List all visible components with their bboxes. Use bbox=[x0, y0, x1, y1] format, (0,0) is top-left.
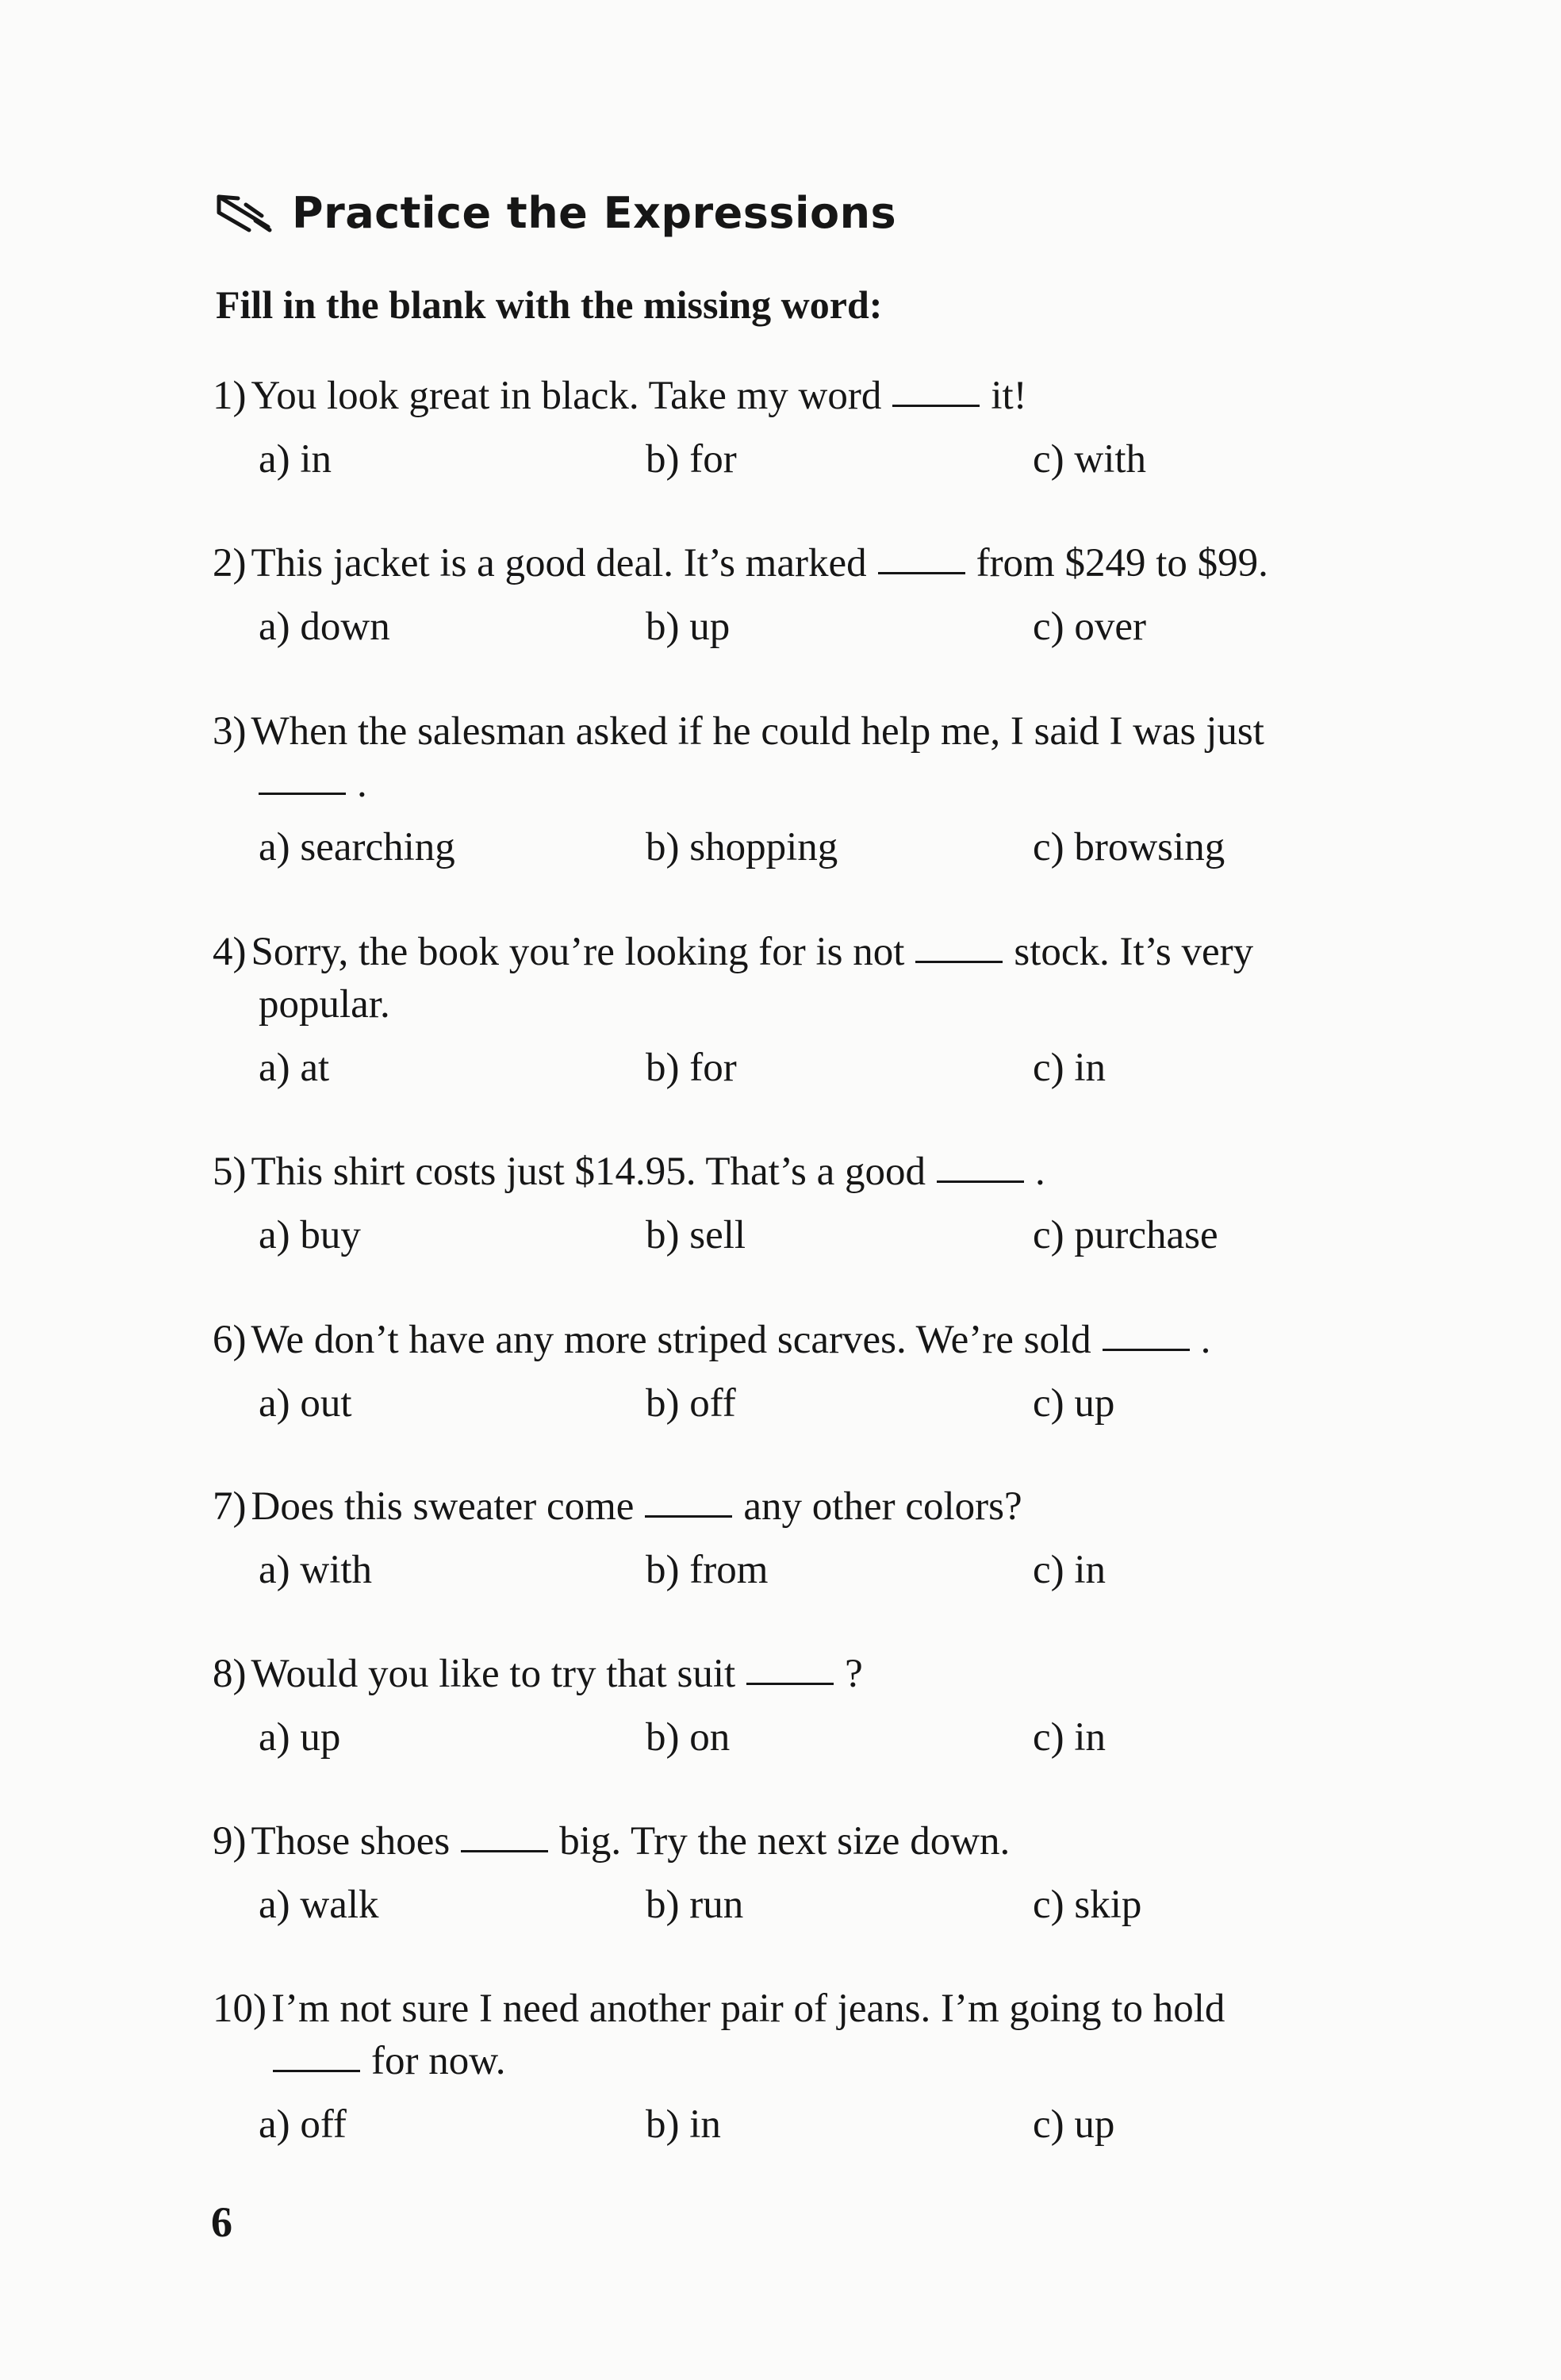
option-a: a) searching bbox=[259, 825, 455, 869]
question-5 bbox=[213, 1146, 1418, 1261]
option-a: a) down bbox=[259, 605, 390, 649]
question-3 bbox=[213, 705, 1418, 873]
answer-options bbox=[213, 1377, 1418, 1430]
question-text: This jacket is a good deal. It’s marked bbox=[251, 541, 867, 585]
answer-options bbox=[213, 1042, 1418, 1094]
question-text: stock. It’s very bbox=[1014, 930, 1254, 974]
answer-blank bbox=[892, 370, 980, 407]
option-c: c) in bbox=[1033, 1046, 1107, 1090]
instructions: Fill in the blank with the missing word: bbox=[216, 282, 883, 327]
answer-options bbox=[213, 1879, 1418, 1931]
question-text: any other colors? bbox=[743, 1484, 1022, 1529]
question-text: it! bbox=[991, 374, 1027, 418]
option-b: b) for bbox=[646, 1046, 737, 1090]
question-text: This shirt costs just $14.95. That’s a good bbox=[251, 1150, 926, 1194]
question-text: . bbox=[1200, 1318, 1211, 1362]
answer-options bbox=[213, 601, 1418, 653]
option-b: b) for bbox=[646, 437, 737, 482]
question-text: . bbox=[1034, 1150, 1045, 1194]
question-text-before: I’m not sure I need another pair of jeans. I’m going to hold bbox=[270, 1987, 1225, 2031]
option-c: c) up bbox=[1033, 1381, 1115, 1426]
question-10 bbox=[213, 1983, 1418, 2151]
answer-blank bbox=[259, 758, 346, 795]
question-number: 6) bbox=[213, 1318, 247, 1362]
question-text: ? bbox=[845, 1652, 863, 1696]
answer-options bbox=[213, 1209, 1418, 1261]
option-c: c) in bbox=[1033, 1715, 1107, 1760]
option-a: a) up bbox=[259, 1715, 341, 1760]
question-text bbox=[213, 705, 1264, 758]
option-a: a) with bbox=[259, 1548, 373, 1592]
option-c: c) browsing bbox=[1033, 825, 1225, 869]
answer-blank bbox=[1103, 1314, 1190, 1351]
question-1 bbox=[213, 370, 1418, 486]
option-a: a) in bbox=[259, 437, 332, 482]
option-a: a) walk bbox=[259, 1883, 379, 1927]
question-number: 7) bbox=[213, 1484, 247, 1529]
question-text: big. Try the next size down. bbox=[559, 1819, 1011, 1864]
option-a: a) buy bbox=[259, 1213, 361, 1257]
section-title: Practice the Expressions bbox=[292, 187, 897, 238]
answer-options bbox=[213, 1711, 1418, 1764]
option-a: a) at bbox=[259, 1046, 330, 1090]
page-number: 6 bbox=[211, 2198, 232, 2246]
option-b: b) off bbox=[646, 1381, 736, 1426]
answer-blank bbox=[915, 926, 1003, 963]
option-b: b) up bbox=[646, 605, 731, 649]
question-number: 1) bbox=[213, 374, 247, 418]
question-9 bbox=[213, 1815, 1418, 1931]
option-b: b) from bbox=[646, 1548, 769, 1592]
question-number: 10) bbox=[213, 1987, 267, 2031]
answer-blank bbox=[746, 1648, 834, 1685]
answer-blank bbox=[273, 2035, 360, 2072]
question-8 bbox=[213, 1648, 1418, 1764]
option-b: b) on bbox=[646, 1715, 731, 1760]
question-text: Those shoes bbox=[251, 1819, 451, 1864]
question-text: Does this sweater come bbox=[251, 1484, 635, 1529]
question-text bbox=[213, 1983, 1225, 2035]
pencil-icon bbox=[214, 192, 276, 233]
question-text: We don’t have any more striped scarves. We’re sold bbox=[251, 1318, 1091, 1362]
answer-options bbox=[213, 433, 1418, 486]
option-b: b) sell bbox=[646, 1213, 746, 1257]
answer-blank bbox=[878, 537, 965, 574]
option-b: b) run bbox=[646, 1883, 744, 1927]
question-text: Would you like to try that suit bbox=[251, 1652, 736, 1696]
answer-options bbox=[213, 1544, 1418, 1596]
question-text: Sorry, the book you’re looking for is not bbox=[251, 930, 905, 974]
question-number: 2) bbox=[213, 541, 247, 585]
question-text: . bbox=[357, 762, 367, 806]
question-number: 8) bbox=[213, 1652, 247, 1696]
question-2 bbox=[213, 537, 1418, 653]
question-text: for now. bbox=[371, 2039, 506, 2083]
question-number: 9) bbox=[213, 1819, 247, 1864]
option-c: c) with bbox=[1033, 437, 1147, 482]
option-a: a) off bbox=[259, 2102, 347, 2147]
option-b: b) in bbox=[646, 2102, 721, 2147]
option-c: c) in bbox=[1033, 1548, 1107, 1592]
answer-blank bbox=[645, 1480, 732, 1518]
question-number: 4) bbox=[213, 930, 247, 974]
question-number: 5) bbox=[213, 1150, 247, 1194]
answer-blank bbox=[461, 1815, 548, 1852]
option-b: b) shopping bbox=[646, 825, 838, 869]
question-text: You look great in black. Take my word bbox=[251, 374, 882, 418]
section-heading bbox=[214, 185, 896, 240]
answer-options bbox=[213, 821, 1418, 873]
answer-blank bbox=[937, 1146, 1024, 1183]
question-number: 3) bbox=[213, 709, 247, 754]
question-text: from $249 to $99. bbox=[976, 541, 1268, 585]
question-text: popular. bbox=[259, 982, 390, 1027]
question-6 bbox=[213, 1314, 1418, 1430]
answer-options bbox=[213, 2098, 1418, 2151]
option-a: a) out bbox=[259, 1381, 352, 1426]
option-c: c) up bbox=[1033, 2102, 1115, 2147]
option-c: c) over bbox=[1033, 605, 1146, 649]
option-c: c) skip bbox=[1033, 1883, 1142, 1927]
question-7 bbox=[213, 1480, 1418, 1596]
question-text-before: When the salesman asked if he could help me, I said I was just bbox=[251, 709, 1264, 754]
option-c: c) purchase bbox=[1033, 1213, 1218, 1257]
question-4 bbox=[213, 926, 1418, 1094]
